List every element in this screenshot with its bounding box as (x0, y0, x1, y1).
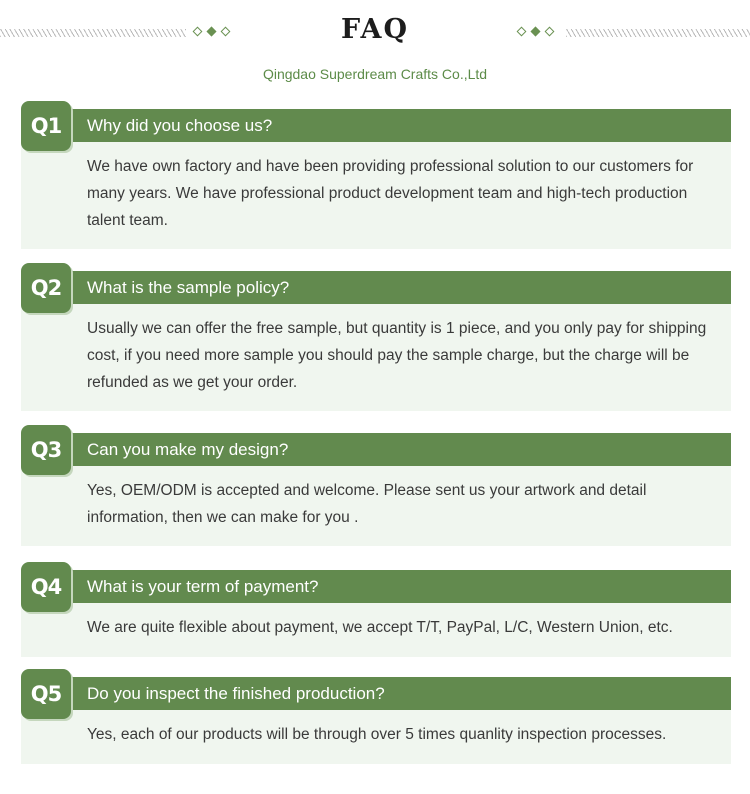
faq-item-5 (21, 669, 731, 764)
question-badge: Q2 (21, 263, 71, 313)
answer-text: We have own factory and have been providing professional solution to our customers for many years. We have professional product development team and high-tech production talent team. (87, 158, 694, 229)
page-title: FAQ (340, 14, 410, 45)
faq-header (0, 0, 750, 90)
diamond-filled-icon (531, 27, 541, 37)
question-text: What is your term of payment? (87, 577, 319, 596)
question-badge: Q3 (21, 425, 71, 475)
question-badge: Q5 (21, 669, 71, 719)
diamond-ornament-right (516, 26, 555, 37)
answer-text: Yes, OEM/ODM is accepted and welcome. Please sent us your artwork and detail information, then we can make for you . (87, 482, 647, 526)
faq-item-3 (21, 425, 731, 546)
question-text: Can you make my design? (87, 440, 289, 459)
faq-item-1 (21, 101, 731, 249)
faq-item-4 (21, 562, 731, 657)
answer-text: Yes, each of our products will be through over 5 times quanlity inspection processes. (87, 726, 667, 743)
faq-item-2 (21, 263, 731, 411)
company-subtitle: Qingdao Superdream Crafts Co.,Ltd (262, 66, 488, 82)
question-text: Why did you choose us? (87, 116, 273, 135)
answer-text: We are quite flexible about payment, we accept T/T, PayPal, L/C, Western Union, etc. (87, 619, 673, 636)
question-badge: Q1 (21, 101, 71, 151)
diamond-outline-icon (517, 27, 527, 37)
question-text: Do you inspect the finished production? (87, 684, 385, 703)
hatch-divider-right (566, 29, 750, 37)
answer-text: Usually we can offer the free sample, but quantity is 1 piece, and you only pay for shipping cost, if you need more sample you should pay the sample charge, but the charge will be refunded as we get your order. (87, 320, 707, 391)
question-text: What is the sample policy? (87, 278, 290, 297)
diamond-outline-icon (545, 27, 555, 37)
question-badge: Q4 (21, 562, 71, 612)
